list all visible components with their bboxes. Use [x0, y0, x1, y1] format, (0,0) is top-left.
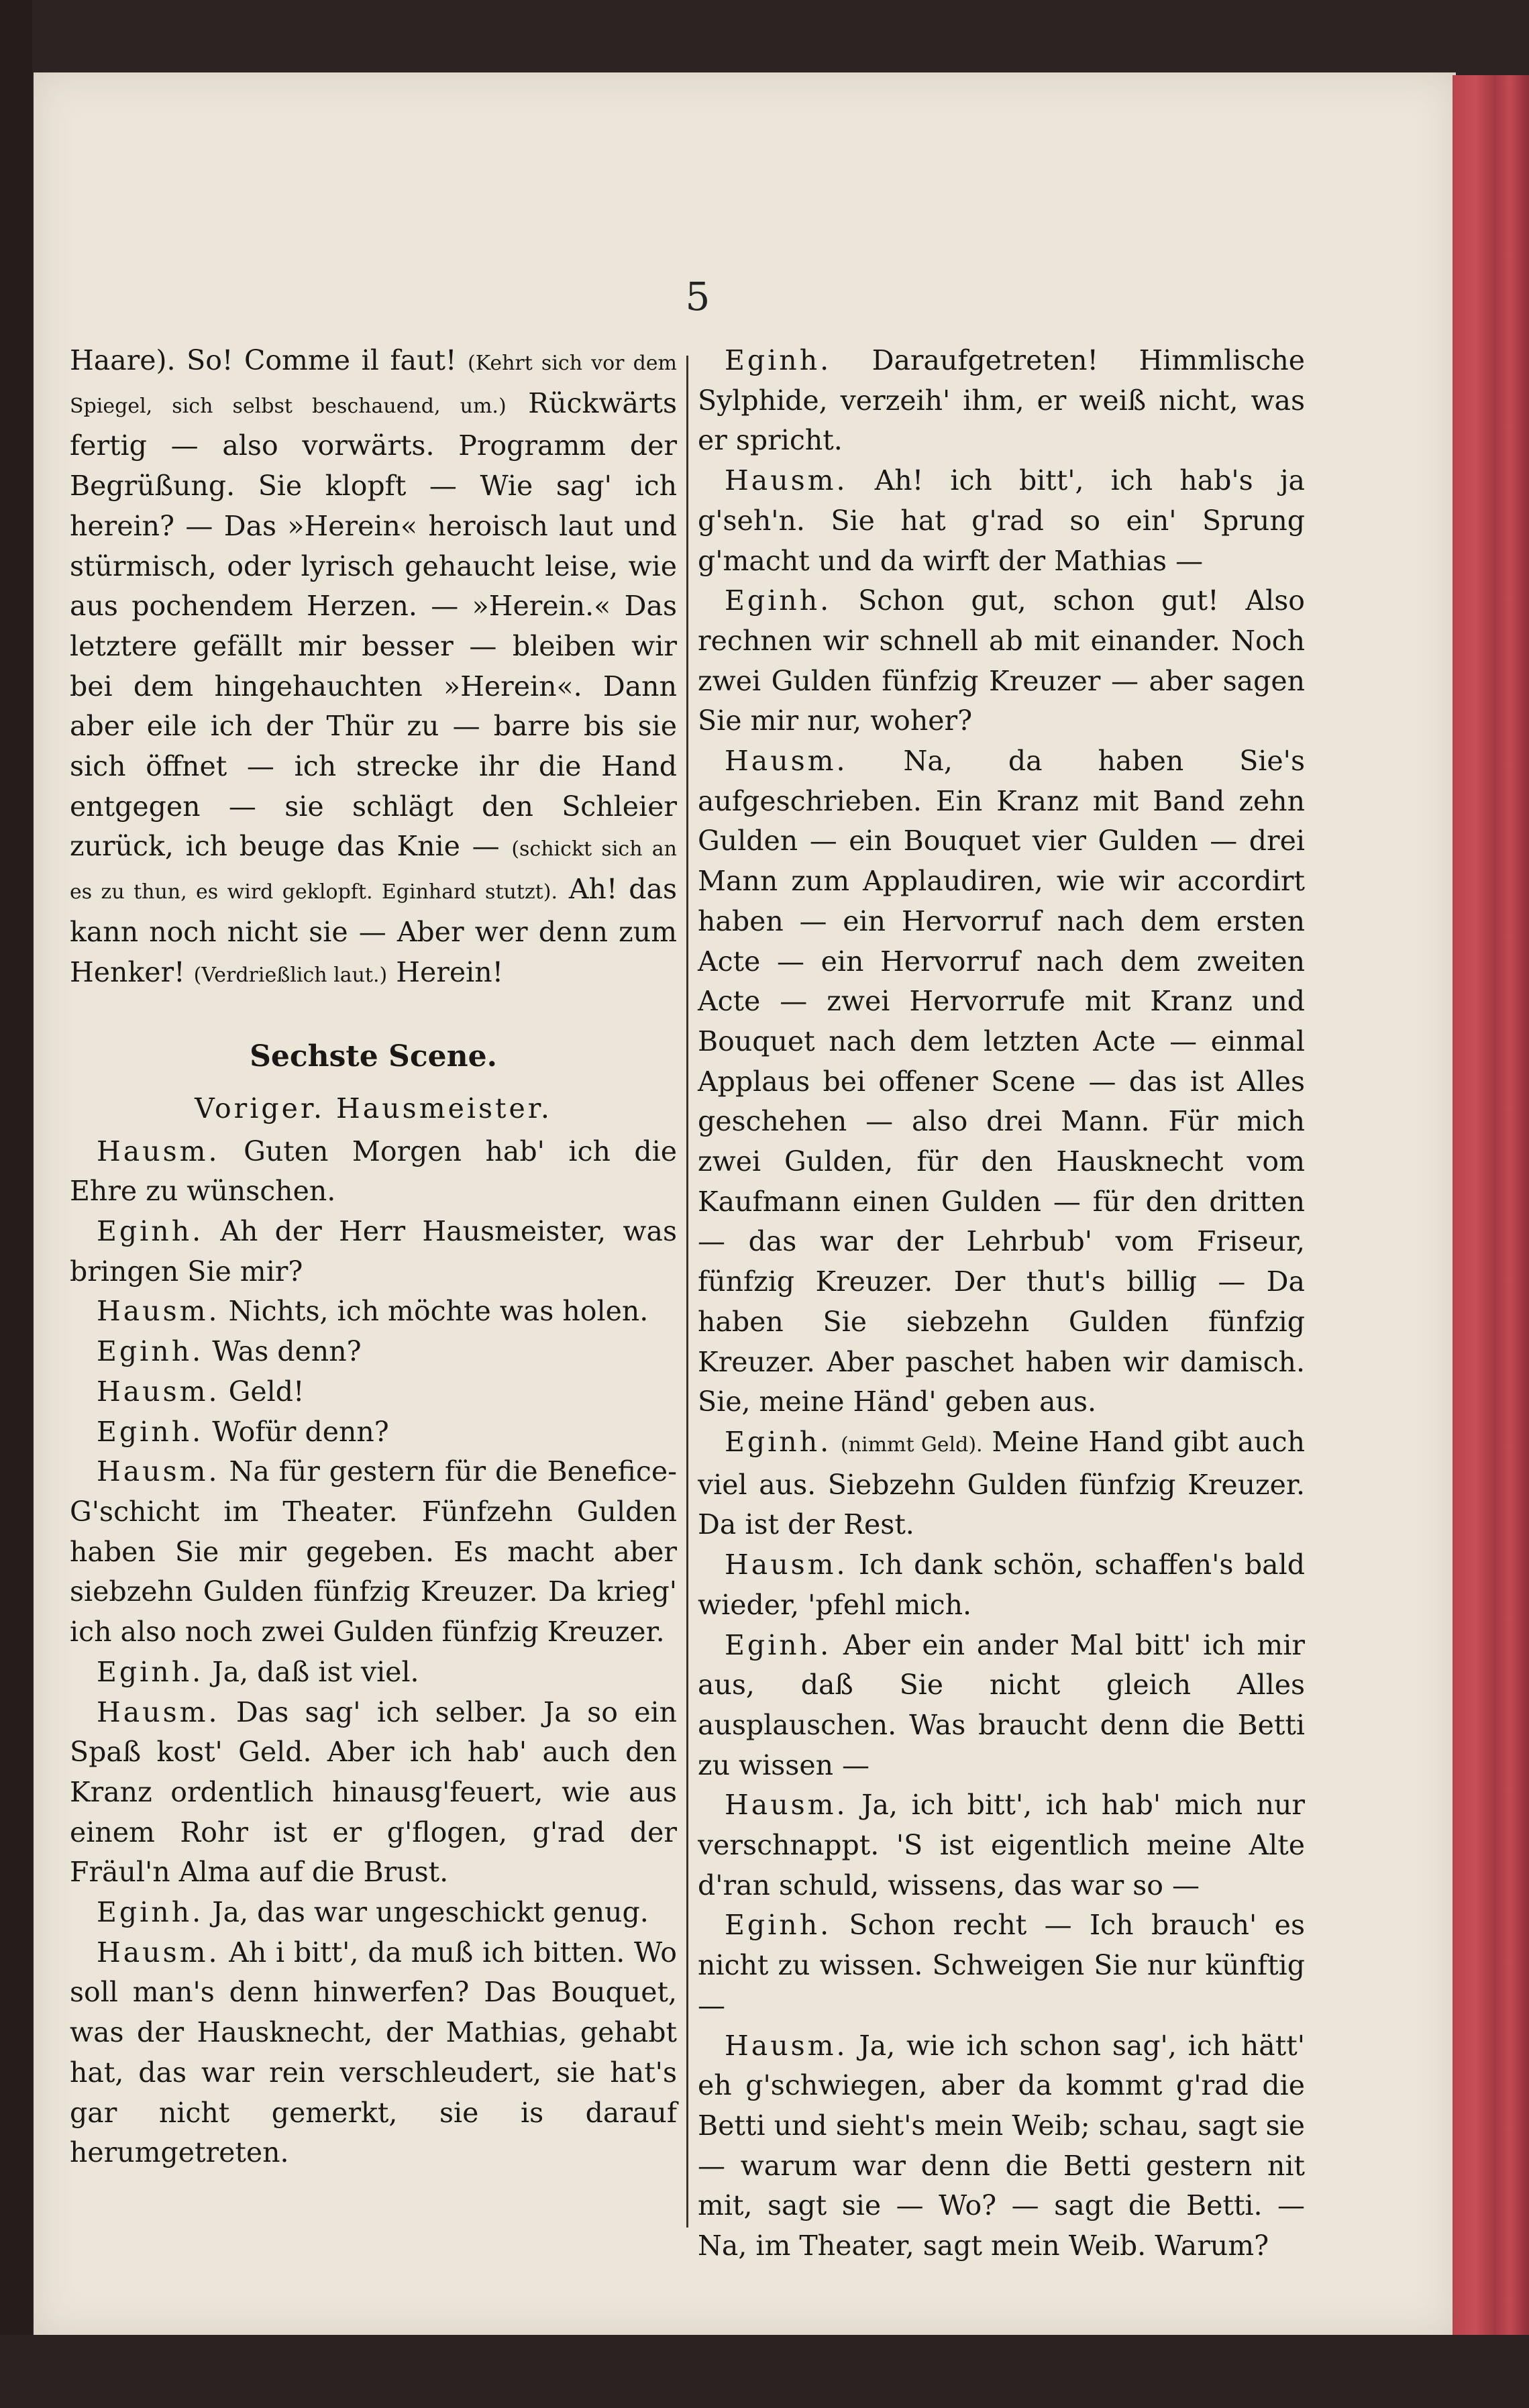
- dialogue-text: Ah! ich bitt', ich hab's ja g'seh'n. Sie hat g'rad so ein' Sprung g'macht und da wirft der Mathias —: [698, 464, 1305, 577]
- dialogue-line: [698, 341, 1305, 461]
- speaker-name: Eginh.: [97, 1655, 204, 1688]
- speaker-name: Hausm.: [97, 1695, 220, 1728]
- speaker-name: Eginh.: [725, 1909, 832, 1942]
- speaker-name: Eginh.: [97, 1335, 204, 1368]
- dialogue-line: [698, 1785, 1305, 1905]
- scan-background-top: [0, 0, 1529, 74]
- dialogue-text: Ja, daß ist viel.: [212, 1655, 419, 1688]
- speaker-name: Eginh.: [725, 344, 832, 376]
- speaker-name: Eginh.: [97, 1415, 204, 1448]
- dialogue-text: Aber ein ander Mal bitt' ich mir aus, daß Sie nicht gleich Alles ausplauschen. Was braucht denn die Betti zu wissen —: [698, 1628, 1305, 1781]
- scene-title: Sechste Scene.: [250, 1039, 497, 1074]
- scan-background-left: [0, 0, 32, 2408]
- dialogue-line: [70, 1332, 677, 1372]
- dialogue-text: Daraufgetreten! Himmlische Sylphide, verzeih' ihm, er weiß nicht, was er spricht.: [698, 344, 1305, 457]
- dialogue-line: [70, 1372, 677, 1412]
- speaker-name: Eginh.: [725, 1425, 832, 1458]
- speaker-name: Hausm.: [97, 1295, 220, 1328]
- dialogue-line: [70, 1292, 677, 1332]
- dialogue-line: [70, 1452, 677, 1653]
- speaker-name: Eginh.: [97, 1896, 204, 1929]
- speaker-name: Hausm.: [725, 1789, 848, 1822]
- stage-direction: (Verdrießlich laut.): [193, 963, 388, 987]
- speaker-name: Hausm.: [725, 464, 848, 497]
- dialogue-line: [698, 581, 1305, 741]
- dialogue-text: Ah der Herr Hausmeister, was bringen Sie mir?: [70, 1215, 677, 1288]
- right-column: [698, 341, 1305, 2266]
- monologue-text: Haare). So! Comme il faut!: [70, 344, 468, 376]
- scan-background-bottom: [0, 2335, 1529, 2408]
- dialogue-line: [698, 2026, 1305, 2266]
- speaker-name: Hausm.: [725, 2029, 848, 2062]
- dialogue-text: Ah i bitt', da muß ich bitten. Wo soll man's denn hinwerfen? Das Bouquet, was der Hausknecht, der Mathias, gehabt hat, das war rein verschleudert, sie hat's gar nicht gemerkt, sie is darauf herumgetreten.: [70, 1936, 677, 2169]
- dialogue-text: Schon gut, schon gut! Also rechnen wir schnell ab mit einander. Noch zwei Gulden fünfzig Kreuzer — aber sagen Sie mir nur, woher?: [698, 584, 1305, 737]
- dialogue-line: [70, 1412, 677, 1453]
- dialogue-text: Na, da haben Sie's aufgeschrieben. Ein Kranz mit Band zehn Gulden — ein Bouquet vier Gulden — drei Mann zum Applaudiren, wie wir accordirt haben — ein Hervorruf nach dem ersten Acte — ein Hervorruf nach dem zweiten Acte — zwei Hervorrufe mit Kranz und Bouquet nach dem letzten Acte — einmal Applaus bei offener Scene — das ist Alles geschehen — also drei Mann. Für mich zwei Gulden, für den Hausknecht vom Kaufmann einen Gulden — für den dritten — das war der Lehrbub' vom Friseur, fünfzig Kreuzer. Der thut's billig — Da haben Sie siebzehn Gulden fünfzig Kreuzer. Aber paschet haben wir damisch. Sie, meine Händ' geben aus.: [698, 745, 1305, 1418]
- dialogue-text: Ja, wie ich schon sag', ich hätt' eh g'schwiegen, aber da kommt g'rad die Betti und sieht's mein Weib; schau, sagt sie — warum war denn die Betti gestern nit mit, sagt sie — Wo? — sagt die Betti. — Na, im Theater, sagt mein Weib. Warum?: [698, 2029, 1305, 2262]
- speaker-name: Hausm.: [97, 1135, 220, 1167]
- speaker-name: Eginh.: [725, 584, 832, 617]
- stage-direction: (schickt sich an es zu thun, es wird geklopft. Eginhard stutzt).: [70, 837, 677, 904]
- speaker-name: Eginh.: [97, 1215, 204, 1248]
- page-number: 5: [685, 274, 710, 319]
- page-edge-red: [1453, 75, 1529, 2336]
- scene-characters: Voriger. Hausmeister.: [195, 1092, 552, 1124]
- dialogue-text: Ja, das war ungeschickt genug.: [212, 1896, 649, 1929]
- left-column: [70, 341, 677, 2173]
- speaker-name: Hausm.: [97, 1936, 220, 1969]
- dialogue-text: Meine Hand gibt auch viel aus. Siebzehn Gulden fünfzig Kreuzer. Da ist der Rest.: [698, 1425, 1305, 1541]
- dialogue-line: [698, 1545, 1305, 1625]
- dialogue-line: [70, 1693, 677, 1893]
- dialogue-text: Nichts, ich möchte was holen.: [228, 1295, 649, 1328]
- dialogue-line: [70, 1653, 677, 1693]
- stage-direction: (Kehrt sich vor dem Spiegel, sich selbst beschauend, um.): [70, 352, 677, 418]
- dialogue-line: [698, 1905, 1305, 2026]
- dialogue-line: [70, 1933, 677, 2173]
- dialogue-text: Schon recht — Ich brauch' es nicht zu wissen. Schweigen Sie nur künftig —: [698, 1909, 1305, 2022]
- dialogue-text: Guten Morgen hab' ich die Ehre zu wünschen.: [70, 1135, 677, 1208]
- dialogue-line: [698, 741, 1305, 1422]
- speaker-name: Hausm.: [725, 1549, 848, 1581]
- monologue-text: Rückwärts fertig — also vorwärts. Programm der Begrüßung. Sie klopft — Wie sag' ich herein? — Das »Herein« heroisch laut und stürmisch, oder lyrisch gehaucht leise, wie aus pochendem Herzen. — »Herein.« Das letztere gefällt mir besser — bleiben wir bei dem hingehauchten »Herein«. Dann aber eile ich der Thür zu — barre bis sie sich öffnet — ich strecke ihr die Hand entgegen — sie schlägt den Schleier zurück, ich beuge das Knie —: [70, 386, 677, 863]
- stage-monologue: [70, 341, 677, 995]
- dialogue-line: [698, 461, 1305, 581]
- column-divider: [686, 356, 688, 2228]
- dialogue-line: [698, 1422, 1305, 1545]
- dialogue-line: [70, 1212, 677, 1292]
- dialogue-line: [70, 1132, 677, 1212]
- dialogue-text: Ja, ich bitt', ich hab' mich nur verschnappt. 'S ist eigentlich meine Alte d'ran schuld, wissens, das war so —: [698, 1789, 1305, 1901]
- dialogue-text: Ich dank schön, schaffen's bald wieder, 'pfehl mich.: [698, 1549, 1305, 1621]
- dialogue-line: [698, 1626, 1305, 1786]
- dialogue-text: Was denn?: [212, 1335, 362, 1368]
- monologue-text: Ah! das kann noch nicht sie — Aber wer denn zum Henker!: [70, 873, 677, 988]
- stage-direction: (nimmt Geld).: [840, 1432, 983, 1457]
- dialogue-text: Das sag' ich selber. Ja so ein Spaß kost' Geld. Aber ich hab' auch den Kranz ordentlich hinausg'feuert, wie aus einem Rohr ist er g'flogen, g'rad der Fräul'n Alma auf die Brust.: [70, 1695, 677, 1889]
- dialogue-line: [70, 1893, 677, 1933]
- speaker-name: Eginh.: [725, 1628, 832, 1661]
- speaker-name: Hausm.: [725, 745, 848, 778]
- dialogue-text: Geld!: [228, 1375, 305, 1408]
- dialogue-text: Na für gestern für die Benefice-G'schicht im Theater. Fünfzehn Gulden haben Sie mir gegeben. Es macht aber siebzehn Gulden fünfzig Kreuzer. Da krieg' ich also noch zwei Gulden fünfzig Kreuzer.: [70, 1455, 677, 1648]
- speaker-name: Hausm.: [97, 1455, 220, 1488]
- monologue-text: Herein!: [387, 955, 504, 988]
- dialogue-text: Wofür denn?: [212, 1415, 389, 1448]
- speaker-name: Hausm.: [97, 1375, 220, 1408]
